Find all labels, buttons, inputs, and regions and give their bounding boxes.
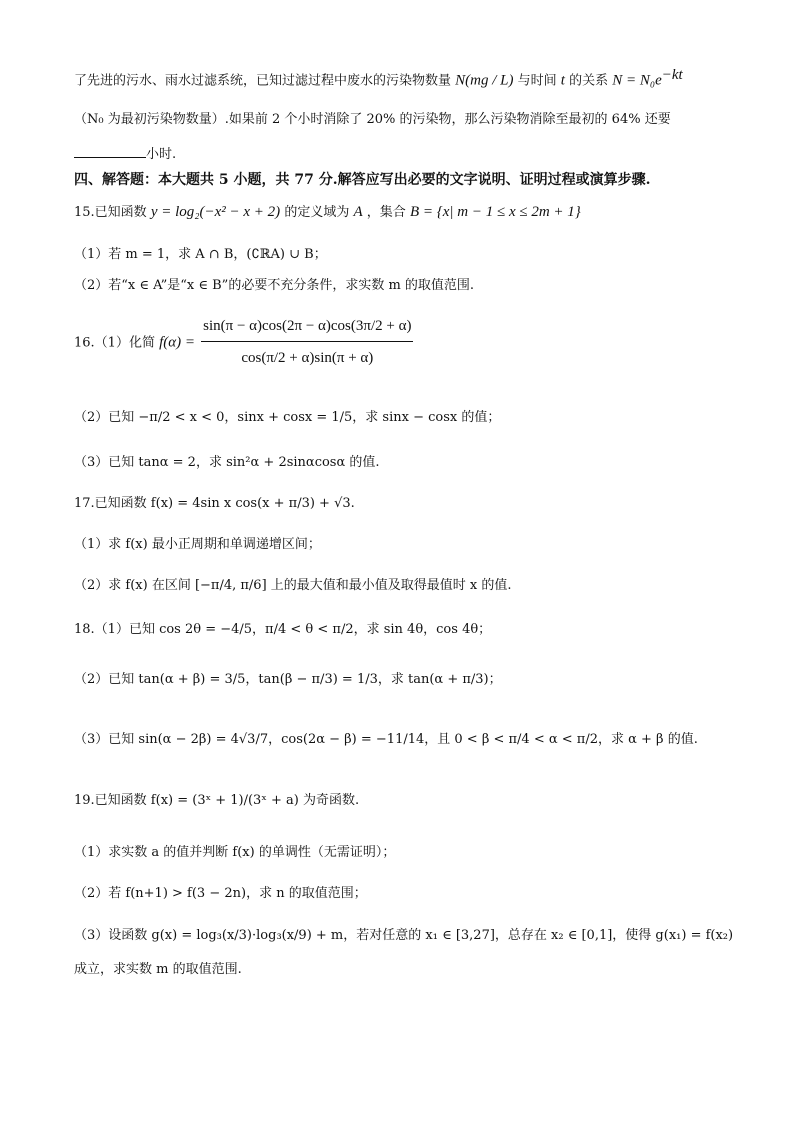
q16-numerator: sin(π − α)cos(2π − α)cos(3π/2 + α) [201, 318, 413, 342]
q15-stem-text-2: 的定义域为 [284, 205, 350, 220]
q15-stem-text-3: ，集合 [366, 205, 406, 220]
q15-stem-text: 15.已知函数 [74, 205, 147, 220]
intro-formula-decay: N = N₀e [612, 72, 662, 89]
q19-stem: 19.已知函数 f(x) = (3ˣ + 1)/(3ˣ + a) 为奇函数. [74, 793, 360, 808]
q15-set-b: B = {x| m − 1 ≤ x ≤ 2m + 1} [409, 204, 581, 220]
q18-part-2: （2）已知 tan(α + β) = 3/5，tan(β − π/3) = 1/3，求 tan(α + π/3)； [74, 672, 502, 687]
q15-part-2: （2）若“x ∈ A”是“x ∈ B”的必要不充分条件，求实数 m 的取值范围. [74, 278, 475, 293]
q15-function: y = log₂(−x² − x + 2) [150, 204, 281, 220]
q16-part-3: （3）已知 tanα = 2，求 sin²α + 2sinαcosα 的值. [74, 455, 380, 470]
q16-function-name: f(α) = [159, 334, 195, 351]
q15-stem [74, 203, 581, 221]
q17-part-1: （1）求 f(x) 最小正周期和单调递增区间； [74, 537, 321, 552]
q16-part-2: （2）已知 −π/2 < x < 0，sinx + cosx = 1/5，求 sinx − cosx 的值； [74, 410, 501, 425]
intro-line-1 [74, 66, 683, 89]
intro-var-t: t [560, 72, 565, 89]
q19-part-3-cont: 成立，求实数 m 的取值范围. [74, 962, 242, 977]
intro-line-2: （N₀ 为最初污染物数量）.如果前 2 个小时消除了 20% 的污染物，那么污染物消除至最初的 64% 还要 [74, 112, 671, 127]
answer-blank [74, 145, 146, 158]
q17-stem: 17.已知函数 f(x) = 4sin x cos(x + π/3) + √3. [74, 496, 355, 511]
intro-formula-exponent: −kt [661, 67, 683, 83]
q15-set-a: A [353, 204, 363, 220]
q19-part-2: （2）若 f(n+1) > f(3 − 2n)，求 n 的取值范围； [74, 886, 367, 901]
q16-denominator: cos(π/2 + α)sin(π + α) [241, 350, 374, 367]
q16-fraction [201, 318, 413, 368]
q15-part-1: （1）若 m = 1，求 A ∩ B，(∁ℝA) ∪ B； [74, 247, 327, 262]
intro-text: 了先进的污水、雨水过滤系统，已知过滤过程中废水的污染物数量 [74, 73, 452, 89]
intro-unit: 小时. [146, 147, 177, 162]
q16-part-1 [74, 318, 415, 368]
intro-line-3 [74, 145, 176, 163]
intro-text-rel: 的关系 [569, 73, 609, 89]
q19-part-3: （3）设函数 g(x) = log₃(x/3)·log₃(x/9) + m，若对任意的 x₁ ∈ [3,27]，总存在 x₂ ∈ [0,1]，使得 g(x₁) = f(x₂) [74, 928, 734, 943]
q16-part-1-label: 16.（1）化简 [74, 335, 155, 351]
intro-formula-unit: N(mg / L) [455, 72, 514, 89]
intro-text-mid: 与时间 [517, 73, 557, 89]
section-heading: 四、解答题：本大题共 5 小题，共 77 分.解答应写出必要的文字说明、证明过程或演算步骤. [74, 172, 651, 188]
q17-part-2: （2）求 f(x) 在区间 [−π/4, π/6] 上的最大值和最小值及取得最值时 x 的值. [74, 578, 512, 593]
q18-part-3: （3）已知 sin(α − 2β) = 4√3/7，cos(2α − β) = −11/14，且 0 < β < π/4 < α < π/2，求 α + β 的值. [74, 732, 698, 747]
q18-part-1: 18.（1）已知 cos 2θ = −4/5，π/4 < θ < π/2，求 sin 4θ，cos 4θ； [74, 622, 492, 637]
q19-part-1: （1）求实数 a 的值并判断 f(x) 的单调性（无需证明）； [74, 845, 396, 860]
